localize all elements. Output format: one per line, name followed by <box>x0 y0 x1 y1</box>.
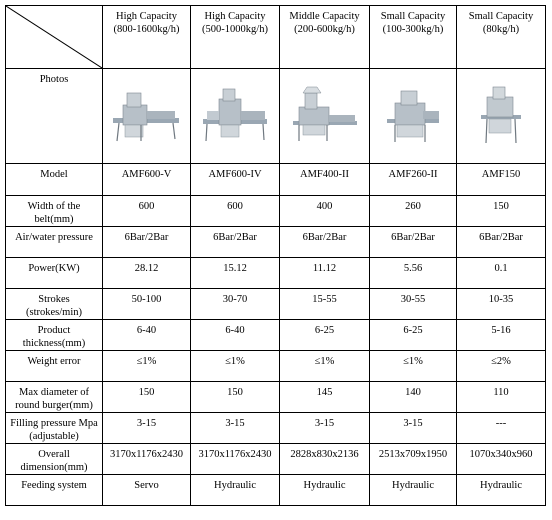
column-capacity: High Capacity <box>204 11 266 22</box>
column-capacity: Small Capacity <box>468 11 534 22</box>
cell-value: ≤2% <box>457 351 546 382</box>
cell-value: 5.56 <box>370 258 457 289</box>
cell-value: 6Bar/2Bar <box>370 227 457 258</box>
cell-value: 10-35 <box>457 289 546 320</box>
cell-value: 400 <box>280 196 370 227</box>
cell-value: 3170x1176x2430 <box>103 444 191 475</box>
row-label: Width of the belt(mm) <box>6 196 103 227</box>
photo-cell <box>191 69 280 164</box>
cell-value: 3-15 <box>370 413 457 444</box>
cell-value: 6-40 <box>191 320 280 351</box>
row-label: Overall dimension(mm) <box>6 444 103 475</box>
cell-value: 6-25 <box>370 320 457 351</box>
cell-value: 6Bar/2Bar <box>280 227 370 258</box>
column-range: (500-1000kg/h) <box>202 24 268 35</box>
cell-value: Hydraulic <box>280 475 370 506</box>
photos-row <box>6 69 546 164</box>
cell-value: 3-15 <box>103 413 191 444</box>
cell-value: ≤1% <box>103 351 191 382</box>
row-label: Product thickness(mm) <box>6 320 103 351</box>
cell-value: AMF260-II <box>370 164 457 196</box>
cell-value: 6Bar/2Bar <box>103 227 191 258</box>
spec-row <box>6 382 546 413</box>
spec-row <box>6 413 546 444</box>
spec-row <box>6 444 546 475</box>
spec-row <box>6 320 546 351</box>
cell-value: AMF150 <box>457 164 546 196</box>
cell-value: --- <box>457 413 546 444</box>
column-range: (80kg/h) <box>482 24 520 35</box>
machine-photo-icon <box>199 85 271 147</box>
cell-value: AMF600-IV <box>191 164 280 196</box>
spec-table <box>5 5 546 506</box>
cell-value: 6Bar/2Bar <box>457 227 546 258</box>
column-header <box>280 6 370 69</box>
row-label: Strokes (strokes/min) <box>6 289 103 320</box>
column-capacity: Small Capacity <box>380 11 446 22</box>
row-label: Power(KW) <box>6 258 103 289</box>
cell-value: 260 <box>370 196 457 227</box>
spec-row <box>6 164 546 196</box>
row-label: Air/water pressure <box>6 227 103 258</box>
row-label: Model <box>6 164 103 196</box>
photo-cell <box>280 69 370 164</box>
cell-value: 150 <box>457 196 546 227</box>
photo-cell <box>103 69 191 164</box>
photo-cell <box>370 69 457 164</box>
diagonal-line <box>6 6 102 68</box>
cell-value: Hydraulic <box>457 475 546 506</box>
spec-row <box>6 258 546 289</box>
machine-photo-icon <box>289 85 361 147</box>
row-label: Photos <box>6 69 103 164</box>
cell-value: 150 <box>103 382 191 413</box>
cell-value: 145 <box>280 382 370 413</box>
cell-value: 600 <box>103 196 191 227</box>
row-label: Max diameter of round burger(mm) <box>6 382 103 413</box>
cell-value: 3-15 <box>280 413 370 444</box>
cell-value: 600 <box>191 196 280 227</box>
photo-cell <box>457 69 546 164</box>
cell-value: 6-25 <box>280 320 370 351</box>
cell-value: 30-70 <box>191 289 280 320</box>
cell-value: 0.1 <box>457 258 546 289</box>
column-header <box>191 6 280 69</box>
column-header <box>370 6 457 69</box>
machine-photo-icon <box>465 85 537 147</box>
cell-value: 6Bar/2Bar <box>191 227 280 258</box>
spec-row <box>6 475 546 506</box>
column-header <box>103 6 191 69</box>
cell-value: 28.12 <box>103 258 191 289</box>
column-capacity: Middle Capacity <box>289 11 360 22</box>
cell-value: ≤1% <box>280 351 370 382</box>
column-capacity: High Capacity <box>116 11 177 22</box>
row-label: Weight error <box>6 351 103 382</box>
cell-value: 150 <box>191 382 280 413</box>
spec-row <box>6 351 546 382</box>
cell-value: 3170x1176x2430 <box>191 444 280 475</box>
machine-photo-icon <box>111 85 183 147</box>
column-range: (100-300kg/h) <box>382 24 444 35</box>
cell-value: AMF600-V <box>103 164 191 196</box>
cell-value: ≤1% <box>191 351 280 382</box>
cell-value: 5-16 <box>457 320 546 351</box>
cell-value: 6-40 <box>103 320 191 351</box>
cell-value: 30-55 <box>370 289 457 320</box>
corner-cell <box>6 6 103 69</box>
cell-value: AMF400-II <box>280 164 370 196</box>
cell-value: ≤1% <box>370 351 457 382</box>
cell-value: Hydraulic <box>191 475 280 506</box>
cell-value: 3-15 <box>191 413 280 444</box>
cell-value: 140 <box>370 382 457 413</box>
cell-value: 11.12 <box>280 258 370 289</box>
column-header <box>457 6 546 69</box>
row-label: Filling pressure Mpa (adjustable) <box>6 413 103 444</box>
cell-value: Hydraulic <box>370 475 457 506</box>
cell-value: Servo <box>103 475 191 506</box>
cell-value: 50-100 <box>103 289 191 320</box>
machine-photo-icon <box>377 85 449 147</box>
cell-value: 15.12 <box>191 258 280 289</box>
cell-value: 110 <box>457 382 546 413</box>
row-label: Feeding system <box>6 475 103 506</box>
column-range: (800-1600kg/h) <box>113 24 180 35</box>
spec-row <box>6 289 546 320</box>
cell-value: 15-55 <box>280 289 370 320</box>
cell-value: 2828x830x2136 <box>280 444 370 475</box>
spec-row <box>6 227 546 258</box>
cell-value: 2513x709x1950 <box>370 444 457 475</box>
column-range: (200-600kg/h) <box>294 24 355 35</box>
header-row <box>6 6 546 69</box>
spec-row <box>6 196 546 227</box>
cell-value: 1070x340x960 <box>457 444 546 475</box>
